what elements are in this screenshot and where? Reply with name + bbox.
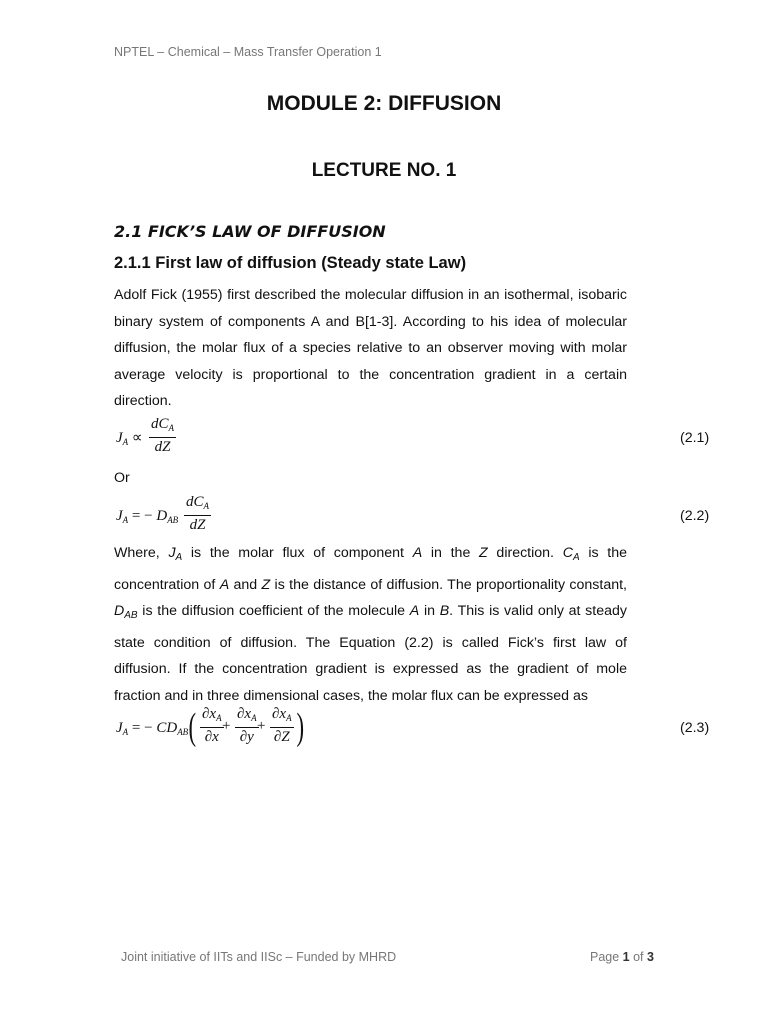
subscript: A	[203, 501, 210, 511]
paragraph-line: direction.	[114, 393, 172, 409]
numerator: ∂x	[237, 706, 252, 722]
fraction	[149, 416, 176, 455]
text: in	[419, 603, 440, 619]
text: in the	[422, 545, 480, 561]
denominator: ∂y	[239, 729, 254, 745]
subscript: A	[122, 515, 129, 525]
symbol-cd: CD	[156, 720, 178, 736]
equation-expression	[116, 720, 188, 737]
equation-2-2	[114, 494, 710, 538]
paragraph-intro	[114, 282, 627, 415]
text: and	[229, 576, 262, 593]
or-text: Or	[114, 470, 130, 486]
text: is the diffusion coefficient of the molecule	[137, 603, 410, 619]
symbol-j: J	[116, 720, 123, 736]
equation-number: (2.3)	[680, 720, 710, 736]
module-title: MODULE 2: DIFFUSION	[266, 92, 502, 115]
subscript: A	[122, 727, 129, 737]
paragraph-line: diffusion. If the concentration gradient is expressed as the gradient of mole	[114, 661, 627, 677]
equation-2-1	[114, 416, 710, 460]
paragraph-explanation	[114, 540, 627, 709]
page-label: Page	[590, 950, 623, 964]
var-z: Z	[479, 545, 488, 561]
proportional-symbol: ∝	[131, 430, 143, 446]
plus-sign: +	[257, 718, 266, 734]
page-footer: Joint initiative of IITs and IISc – Funded by MHRD	[121, 950, 397, 964]
equals-minus: = −	[131, 720, 153, 736]
text: is the molar flux of component	[182, 545, 413, 561]
denominator: ∂x	[204, 729, 219, 745]
symbol-d: D	[156, 508, 168, 524]
subsection-heading: 2.1.1 First law of diffusion (Steady state Law)	[114, 254, 467, 272]
subscript: AB	[167, 515, 179, 525]
var-d: D	[114, 603, 125, 619]
text: concentration of	[114, 576, 220, 593]
subscript: AB	[177, 727, 189, 737]
paragraph-line: fraction and in three dimensional cases, the molar flux can be expressed as	[114, 687, 588, 704]
paragraph-line: state condition of diffusion. The Equation (2.2) is called Fick’s first law of	[114, 634, 627, 651]
numerator: dC	[186, 494, 204, 510]
page-current: 1	[622, 950, 630, 964]
paragraph-line: Adolf Fick (1955) first described the molecular diffusion in an isothermal, isobaric	[114, 287, 627, 303]
subscript: A	[286, 713, 292, 723]
var-z: Z	[261, 576, 271, 593]
var-a: A	[412, 545, 423, 561]
paragraph-line	[114, 572, 627, 599]
paragraph-line: binary system of components A and B[1-3]. According to his idea of molecular	[114, 313, 627, 330]
text: direction.	[487, 545, 563, 561]
subscript: AB	[124, 610, 138, 621]
symbol-j: J	[116, 430, 123, 446]
fraction	[184, 494, 211, 533]
text: is the	[579, 545, 628, 561]
page-total: 3	[647, 950, 654, 964]
denominator: ∂Z	[273, 729, 290, 745]
numerator: ∂x	[272, 706, 287, 722]
equals-minus: = −	[131, 508, 153, 524]
var-c: C	[562, 545, 573, 561]
subscript: A	[216, 713, 222, 723]
section-heading: 2.1 FICK’S LAW OF DIFFUSION	[114, 222, 386, 241]
equation-number: (2.2)	[680, 508, 710, 524]
page-indicator	[590, 950, 654, 964]
lecture-title: LECTURE NO. 1	[311, 160, 457, 181]
equation-expression	[116, 428, 143, 447]
text: . This is valid only at steady	[449, 603, 627, 619]
close-parenthesis: )	[296, 706, 305, 748]
equation-number: (2.1)	[680, 430, 710, 446]
page-of: of	[629, 950, 647, 964]
plus-sign: +	[222, 718, 231, 734]
var-a: A	[409, 603, 420, 619]
page-header: NPTEL – Chemical – Mass Transfer Operation 1	[114, 45, 382, 59]
paragraph-line	[114, 598, 627, 630]
denominator: dZ	[189, 517, 206, 533]
subscript: A	[168, 423, 175, 433]
equation-2-3	[114, 704, 710, 752]
paragraph-line: average velocity is proportional to the concentration gradient in a certain	[114, 366, 627, 383]
subscript: A	[122, 437, 129, 447]
var-a: A	[219, 576, 230, 593]
open-parenthesis: (	[188, 706, 197, 748]
text: Where,	[114, 545, 169, 561]
paragraph-line: diffusion, the molar flux of a species relative to an observer moving with molar	[114, 340, 627, 356]
subscript: A	[251, 713, 257, 723]
symbol-j: J	[116, 508, 123, 524]
numerator: dC	[151, 416, 169, 432]
text: is the distance of diffusion. The proportionality constant,	[270, 576, 627, 593]
paragraph-line	[114, 540, 627, 572]
fraction	[200, 706, 224, 745]
subscript: A	[175, 552, 183, 563]
denominator: dZ	[154, 439, 171, 455]
numerator: ∂x	[202, 706, 217, 722]
fraction	[270, 706, 294, 745]
equation-expression	[116, 508, 178, 525]
var-j: J	[168, 545, 176, 561]
subscript: A	[572, 552, 580, 563]
fraction	[235, 706, 259, 745]
var-b: B	[439, 603, 450, 619]
